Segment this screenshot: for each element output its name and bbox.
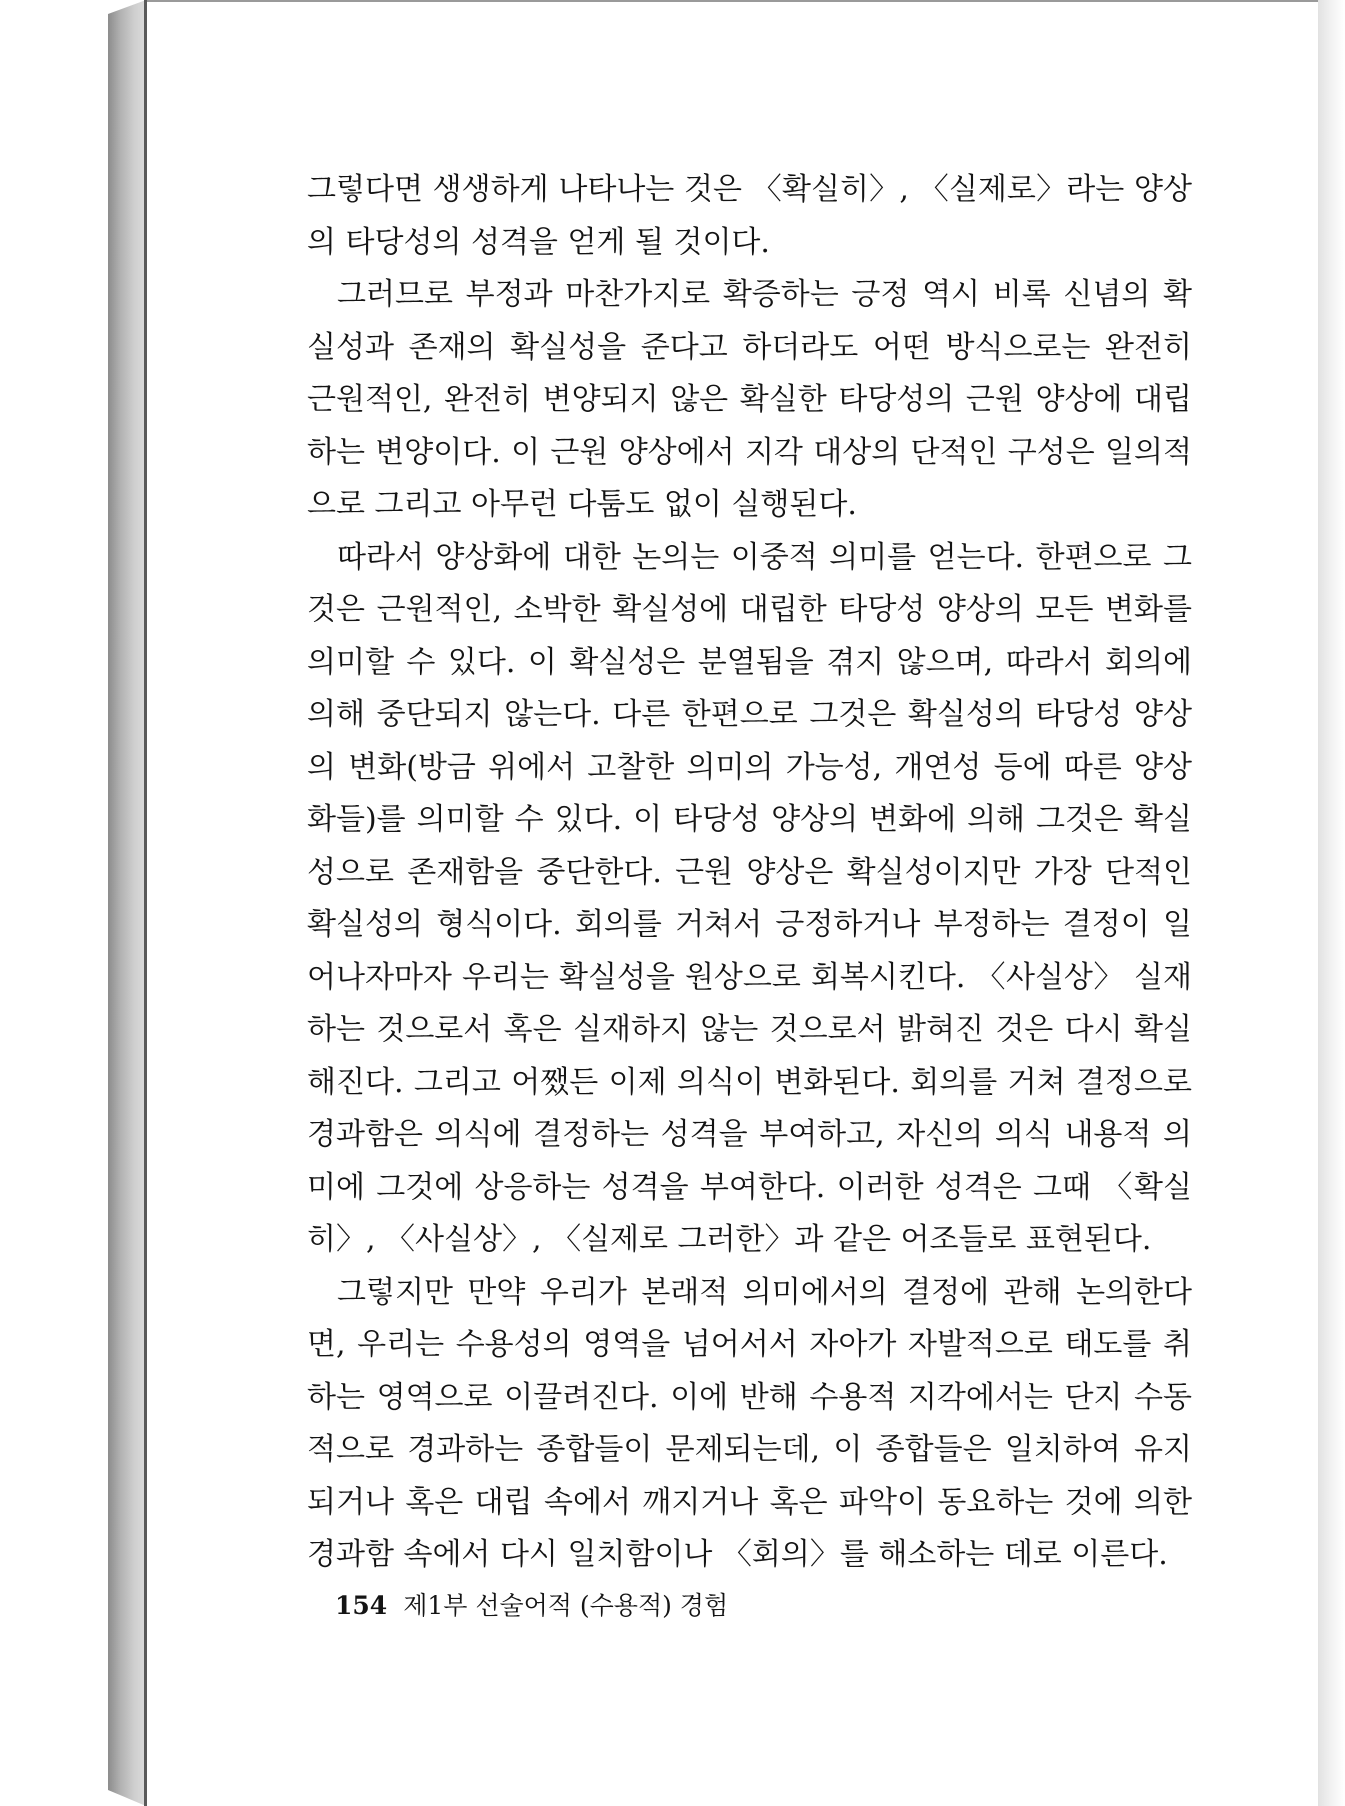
paragraph-3: 따라서 양상화에 대한 논의는 이중적 의미를 얻는다. 한편으로 그것은 근원적인, 소박한 확실성에 대립한 타당성 양상의 모든 변화를 의미할 수 있다. 이 확실성은 분열됨을 겪지 않으며, 따라서 회의에 의해 중단되지 않는다. 다른 한편으로 그것은 확실성의 타당성 양상의 변화(방금 위에서 고찰한 의미의 가능성, 개연성 등에 따른 양상화들)를 의미할 수 있다. 이 타당성 양상의 변화에 의해 그것은 확실성으로 존재함을 중단한다. 근원 양상은 확실성이지만 가장 단적인 확실성의 형식이다. 회의를 거쳐서 긍정하거나 부정하는 결정이 일어나자마자 우리는 확실성을 원상으로 회복시킨다. 〈사실상〉 실재하는 것으로서 혹은 실재하지 않는 것으로서 밝혀진 것은 다시 확실해진다. 그리고 어쨌든 이제 의식이 변화된다. 회의를 거쳐 결정으로 경과함은 의식에 결정하는 성격을 부여하고, 자신의 의식 내용적 의미에 그것에 상응하는 성격을 부여한다. 이러한 성격은 그때 〈확실히〉, 〈사실상〉, 〈실제로 그러한〉과 같은 어조들로 표현된다.: [307, 539, 1192, 1257]
running-title: 제1부 선술어적 (수용적) 경험: [403, 1591, 729, 1620]
page-number: 154: [335, 1591, 388, 1620]
paragraph-1: 그렇다면 생생하게 나타나는 것은 〈확실히〉, 〈실제로〉라는 양상의 타당성의 성격을 얻게 될 것이다.: [307, 172, 1192, 260]
page-footer: [335, 1590, 728, 1622]
paragraph-2: 그러므로 부정과 마찬가지로 확증하는 긍정 역시 비록 신념의 확실성과 존재의 확실성을 준다고 하더라도 어떤 방식으로는 완전히 근원적인, 완전히 변양되지 않은 확실한 타당성의 근원 양상에 대립하는 변양이다. 이 근원 양상에서 지각 대상의 단적인 구성은 일의적으로 그리고 아무런 다툼도 없이 실행된다.: [307, 277, 1192, 522]
page-edge-shadow: [1318, 0, 1345, 1806]
paragraph-4: 그렇지만 만약 우리가 본래적 의미에서의 결정에 관해 논의한다면, 우리는 수용성의 영역을 넘어서서 자아가 자발적으로 태도를 취하는 영역으로 이끌려진다. 이에 반해 수용적 지각에서는 단지 수동적으로 경과하는 종합들이 문제되는데, 이 종합들은 일치하여 유지되거나 혹은 대립 속에서 깨지거나 혹은 파악이 동요하는 것에 의한 경과함 속에서 다시 일치함이나 〈회의〉를 해소하는 데로 이른다.: [307, 1274, 1192, 1572]
book-spine: [108, 0, 146, 1806]
body-text: [307, 164, 1192, 1582]
